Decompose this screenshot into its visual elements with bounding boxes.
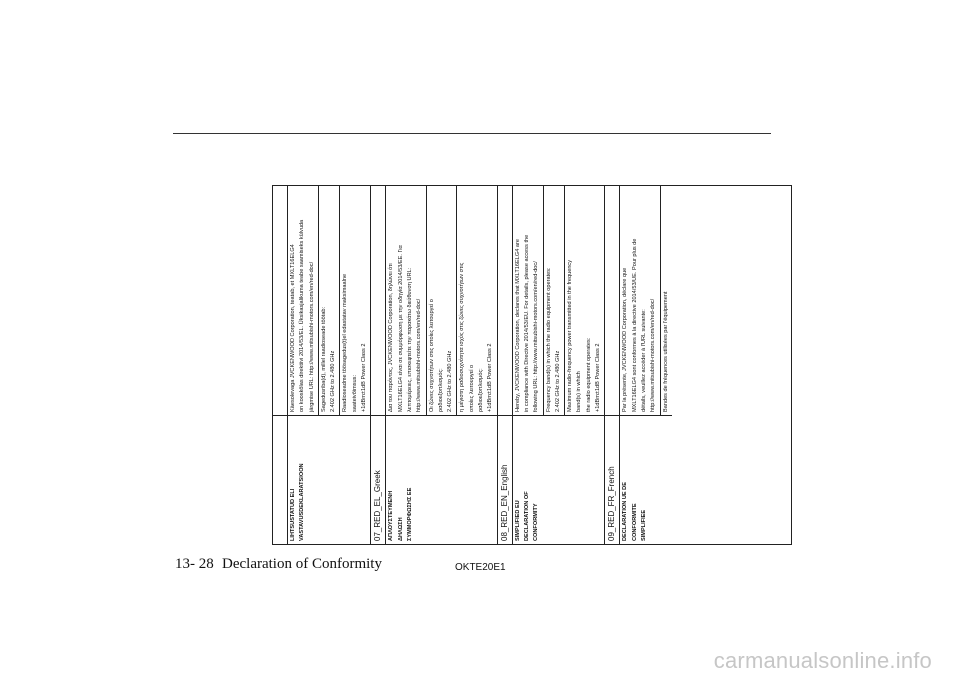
content-line: Par la présente, JVCKENWOOD Corporation, déclare que: [622, 267, 629, 412]
page-number: 13- 28: [175, 556, 214, 572]
content-cell: [457, 186, 496, 415]
content-line: Bandes de fréquences utilisées par l'équipement: [662, 291, 669, 412]
label-line: ΑΠΛΟΥΣΤΕΥΜΕΝΗ: [388, 490, 395, 541]
top-rule: [173, 133, 771, 134]
content-line: η μέγιστη ραδιοσυχνότητα ισχύς στις ζώνες συχνοτήτων στις: [459, 262, 466, 412]
content-line: 2.402 GHz to 2.480 GHz: [554, 350, 561, 412]
content-cell: [620, 186, 660, 415]
section-content: [513, 186, 605, 415]
content-line: Frequency band(s) in which the radio equipment operates:: [545, 267, 552, 412]
label-line: VASTAVUSDEKLARATSIOON: [299, 463, 306, 541]
content-cell: [565, 186, 604, 415]
section-band-label: 08_RED_EN_English: [498, 415, 512, 544]
content-line: following URL: http://www.mitsubishi-motors.com/en/red-doc/: [533, 261, 540, 412]
content-line: Maximum radio-frequency power transmitted in the frequency: [567, 259, 574, 412]
section-band-blank: [273, 186, 287, 415]
content-line: οποίες λειτουργεί ο: [468, 364, 475, 412]
content-line: MXLT16ELG4 είναι σε συμμόρφωση με την οδηγία 2014/53/ΕΕ. Για: [397, 245, 404, 412]
content-line: λεπτομέρειες, επισκεφτείτε την παρακάτω διεύθυνση URL:: [406, 267, 413, 412]
section-label: [288, 415, 370, 544]
label-line: DECLARATION OF: [523, 491, 530, 541]
content-line: http://www.mitsubishi-motors.com/en/red-doc/: [650, 298, 657, 412]
section-band-label: 09_RED_FR_French: [605, 415, 619, 544]
label-line: CONFORMITE: [631, 503, 638, 541]
content-line: Raadioseadme töösagedus(t)el edastatav maksimaalne: [342, 273, 349, 412]
section-row: [386, 186, 497, 544]
section-band: [605, 186, 620, 544]
content-line: détails, veuillez accéder à l'URL suivante:: [640, 309, 647, 412]
section-band: [498, 186, 513, 544]
watermark: carmanualsonline.info: [713, 648, 932, 673]
content-line: järgmise URL: http://www.mitsubishi-motors.com/en/red-doc/: [308, 261, 315, 412]
content-cell: [513, 186, 544, 415]
doc-code: OKTE20E1: [455, 562, 506, 573]
section-content: [288, 186, 370, 415]
section-band-label: [273, 415, 287, 544]
content-cell: [661, 186, 672, 415]
label-line: SIMPLIFIEE: [640, 509, 647, 541]
section-label: [620, 415, 671, 544]
content-line: Δια του παρόντος, JVCKENWOOD Corporation, δηλώνει ότι: [388, 263, 395, 412]
section-band: [371, 186, 386, 544]
section-label: [513, 415, 605, 544]
section-band-blank: [498, 186, 512, 415]
content-line: ραδιοεξοπλισμός:: [478, 368, 485, 412]
content-line: the radio equipment operates:: [585, 337, 592, 412]
section-content: [386, 186, 496, 415]
content-cell: [544, 186, 566, 415]
label-line: DECLARATION UE DE: [622, 482, 629, 541]
label-line: LIHTSUSTATUD ELI: [290, 488, 296, 541]
section-band: [273, 186, 288, 544]
content-line: Käesolevaga JVCKENWOOD Corporation, teatab, et MXLT16ELG4: [290, 244, 296, 412]
rotated-table-wrapper: [272, 185, 792, 545]
content-cell: [319, 186, 341, 415]
section-band-blank: [371, 186, 385, 415]
content-cell: [288, 186, 319, 415]
label-line: SIMPLIFIED EU: [514, 500, 521, 541]
content-cell: [340, 186, 370, 415]
content-line: +1dBm±1dB Power Class 2: [595, 343, 602, 412]
content-line: Hereby, JVCKENWOOD Corporation, declares that MXLT16ELG4 are: [514, 239, 521, 412]
content-cell: [427, 186, 458, 415]
section-band-blank: [605, 186, 619, 415]
section-band-label: 07_RED_EL_Greek: [371, 415, 385, 544]
content-cell: [386, 186, 426, 415]
content-line: +1dBm±1dB Power Class 2: [361, 343, 368, 412]
content-line: in compliance with Directive 2014/53/EU. For details, please access the: [523, 234, 530, 412]
content-line: 2.402 GHz to 2.480 GHz: [330, 350, 337, 412]
label-line: ΔΗΛΩΣΗ: [397, 517, 404, 541]
label-line: ΣΥΜΜΟΡΦΩΣΗΣ ΕΕ: [406, 487, 413, 541]
section-label: [386, 415, 496, 544]
content-line: saateivõimsus:: [351, 375, 358, 412]
section-content: [620, 186, 671, 415]
content-line: band(s) in which: [576, 371, 583, 412]
content-line: ραδιοεξοπλισμός:: [437, 368, 444, 412]
page-title: Declaration of Conformity: [222, 556, 382, 572]
content-line: +1dBm±1dB Power Class 2: [487, 343, 494, 412]
content-line: 2.402 GHz to 2.480 GHz: [447, 350, 454, 412]
content-line: http://www.mitsubishi-motors.com/en/red-doc/: [416, 298, 423, 412]
label-line: CONFORMITY: [533, 503, 540, 541]
section-row: [288, 186, 371, 544]
section-row: [620, 186, 671, 544]
content-line: on kooskõlas direktiivi 2014/53/EL. Üksikasjalikuma teabe saamiseks külvuda: [299, 219, 306, 412]
content-line: Sagedusriba(d), millel raadioseade töötab:: [320, 306, 327, 412]
section-row: [513, 186, 606, 544]
content-line: Οι ζώνες συχνοτήτων στις οποίες λειτουργεί ο: [428, 299, 435, 412]
declaration-table: [272, 185, 792, 545]
content-line: MXLT16ELG4 sont conformes à la directive 2014/53/UE. Pour plus de: [631, 238, 638, 412]
